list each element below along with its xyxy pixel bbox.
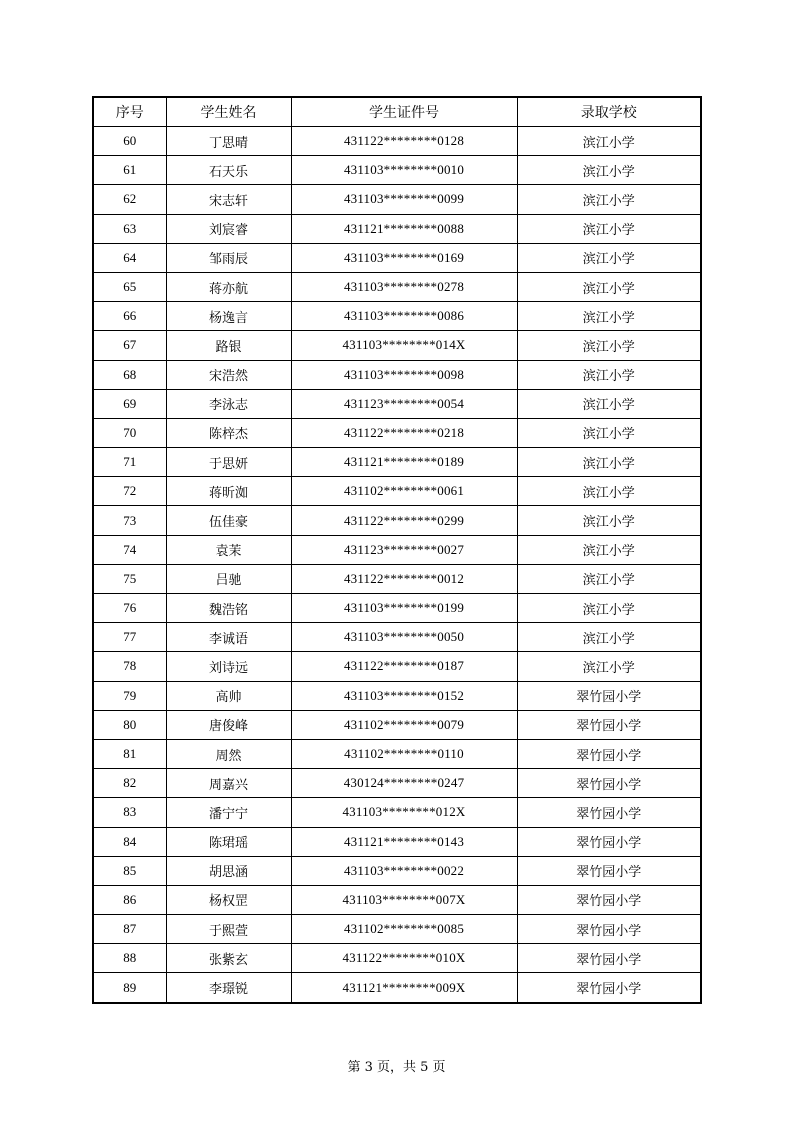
cell-student-id: 431102********0079 (291, 710, 517, 739)
cell-student-name: 李泳志 (166, 389, 291, 418)
cell-serial-number: 80 (93, 710, 166, 739)
cell-admitted-school: 滨江小学 (517, 272, 701, 301)
cell-admitted-school: 翠竹园小学 (517, 944, 701, 973)
cell-student-id: 431102********0061 (291, 477, 517, 506)
cell-admitted-school: 滨江小学 (517, 477, 701, 506)
cell-student-name: 杨逸言 (166, 302, 291, 331)
cell-student-id: 431121********0088 (291, 214, 517, 243)
cell-serial-number: 85 (93, 856, 166, 885)
cell-student-id: 431121********009X (291, 973, 517, 1003)
table-row (93, 885, 701, 914)
table-row (93, 681, 701, 710)
header-serial-number: 序号 (93, 97, 166, 127)
table-row (93, 389, 701, 418)
cell-student-id: 431103********0050 (291, 623, 517, 652)
cell-admitted-school: 滨江小学 (517, 535, 701, 564)
header-row (93, 97, 701, 127)
cell-student-id: 431122********0299 (291, 506, 517, 535)
page-footer: 第 3 页，共 5 页 (347, 1060, 446, 1075)
cell-serial-number: 78 (93, 652, 166, 681)
table-row (93, 564, 701, 593)
table-row (93, 798, 701, 827)
table-row (93, 594, 701, 623)
table-row (93, 535, 701, 564)
cell-student-name: 宋浩然 (166, 360, 291, 389)
cell-serial-number: 69 (93, 389, 166, 418)
cell-admitted-school: 滨江小学 (517, 127, 701, 156)
cell-admitted-school: 滨江小学 (517, 389, 701, 418)
cell-student-id: 431103********014X (291, 331, 517, 360)
cell-serial-number: 66 (93, 302, 166, 331)
cell-student-name: 丁思晴 (166, 127, 291, 156)
cell-student-name: 陈珺瑶 (166, 827, 291, 856)
cell-serial-number: 82 (93, 769, 166, 798)
cell-student-id: 431123********0054 (291, 389, 517, 418)
cell-student-name: 李璟锐 (166, 973, 291, 1003)
cell-admitted-school: 滨江小学 (517, 506, 701, 535)
cell-serial-number: 60 (93, 127, 166, 156)
cell-serial-number: 79 (93, 681, 166, 710)
table-row (93, 360, 701, 389)
cell-student-name: 唐俊峰 (166, 710, 291, 739)
cell-admitted-school: 滨江小学 (517, 594, 701, 623)
cell-serial-number: 77 (93, 623, 166, 652)
cell-admitted-school: 翠竹园小学 (517, 827, 701, 856)
cell-student-id: 431122********0128 (291, 127, 517, 156)
cell-admitted-school: 翠竹园小学 (517, 710, 701, 739)
table-row (93, 973, 701, 1003)
cell-admitted-school: 滨江小学 (517, 448, 701, 477)
cell-student-name: 杨权罡 (166, 885, 291, 914)
cell-admitted-school: 翠竹园小学 (517, 915, 701, 944)
table-row (93, 477, 701, 506)
cell-admitted-school: 翠竹园小学 (517, 973, 701, 1003)
cell-serial-number: 63 (93, 214, 166, 243)
cell-student-name: 魏浩铭 (166, 594, 291, 623)
cell-student-id: 431121********0189 (291, 448, 517, 477)
cell-student-id: 431123********0027 (291, 535, 517, 564)
table-row (93, 127, 701, 156)
cell-admitted-school: 翠竹园小学 (517, 739, 701, 768)
table-row (93, 185, 701, 214)
cell-student-name: 邹雨辰 (166, 243, 291, 272)
cell-admitted-school: 滨江小学 (517, 564, 701, 593)
cell-admitted-school: 滨江小学 (517, 302, 701, 331)
cell-student-name: 周嘉兴 (166, 769, 291, 798)
cell-student-id: 431103********007X (291, 885, 517, 914)
cell-admitted-school: 滨江小学 (517, 185, 701, 214)
cell-serial-number: 83 (93, 798, 166, 827)
cell-student-id: 431103********0169 (291, 243, 517, 272)
cell-serial-number: 87 (93, 915, 166, 944)
table-row (93, 302, 701, 331)
cell-student-name: 李诚语 (166, 623, 291, 652)
cell-admitted-school: 翠竹园小学 (517, 681, 701, 710)
table-row (93, 156, 701, 185)
cell-student-name: 陈梓杰 (166, 418, 291, 447)
table-row (93, 418, 701, 447)
cell-student-name: 石天乐 (166, 156, 291, 185)
cell-student-name: 于思妍 (166, 448, 291, 477)
cell-serial-number: 86 (93, 885, 166, 914)
cell-student-name: 潘宁宁 (166, 798, 291, 827)
cell-student-name: 吕驰 (166, 564, 291, 593)
cell-student-name: 刘诗远 (166, 652, 291, 681)
table-row (93, 710, 701, 739)
admission-table (92, 96, 702, 1004)
cell-student-id: 431103********0086 (291, 302, 517, 331)
cell-student-id: 431102********0110 (291, 739, 517, 768)
cell-admitted-school: 翠竹园小学 (517, 769, 701, 798)
cell-student-id: 431103********0278 (291, 272, 517, 301)
cell-student-id: 431103********0022 (291, 856, 517, 885)
table-row (93, 827, 701, 856)
cell-admitted-school: 翠竹园小学 (517, 885, 701, 914)
cell-student-id: 431122********0012 (291, 564, 517, 593)
table-row (93, 623, 701, 652)
header-admitted-school: 录取学校 (517, 97, 701, 127)
cell-student-id: 431121********0143 (291, 827, 517, 856)
cell-student-name: 于熙萱 (166, 915, 291, 944)
cell-admitted-school: 翠竹园小学 (517, 798, 701, 827)
cell-admitted-school: 滨江小学 (517, 156, 701, 185)
cell-serial-number: 65 (93, 272, 166, 301)
cell-serial-number: 73 (93, 506, 166, 535)
cell-serial-number: 75 (93, 564, 166, 593)
cell-student-name: 伍佳豪 (166, 506, 291, 535)
cell-student-id: 431103********012X (291, 798, 517, 827)
cell-student-id: 431122********0187 (291, 652, 517, 681)
table-row (93, 652, 701, 681)
table-row (93, 915, 701, 944)
header-student-id: 学生证件号 (291, 97, 517, 127)
table-row (93, 272, 701, 301)
table-row (93, 944, 701, 973)
cell-student-name: 蒋亦航 (166, 272, 291, 301)
cell-serial-number: 67 (93, 331, 166, 360)
table-row (93, 856, 701, 885)
cell-serial-number: 84 (93, 827, 166, 856)
cell-student-name: 高帅 (166, 681, 291, 710)
cell-student-name: 宋志轩 (166, 185, 291, 214)
cell-student-name: 刘宸睿 (166, 214, 291, 243)
cell-student-id: 431103********0152 (291, 681, 517, 710)
table-row (93, 243, 701, 272)
cell-admitted-school: 滨江小学 (517, 214, 701, 243)
cell-serial-number: 89 (93, 973, 166, 1003)
cell-student-name: 袁茉 (166, 535, 291, 564)
cell-serial-number: 74 (93, 535, 166, 564)
cell-student-name: 路银 (166, 331, 291, 360)
cell-serial-number: 88 (93, 944, 166, 973)
cell-student-id: 431103********0098 (291, 360, 517, 389)
cell-student-name: 张紫玄 (166, 944, 291, 973)
cell-admitted-school: 滨江小学 (517, 652, 701, 681)
cell-serial-number: 64 (93, 243, 166, 272)
table-row (93, 448, 701, 477)
cell-student-id: 431122********0218 (291, 418, 517, 447)
table-row (93, 739, 701, 768)
cell-admitted-school: 滨江小学 (517, 243, 701, 272)
cell-student-id: 431102********0085 (291, 915, 517, 944)
cell-serial-number: 81 (93, 739, 166, 768)
cell-student-id: 431122********010X (291, 944, 517, 973)
cell-student-id: 431103********0199 (291, 594, 517, 623)
cell-admitted-school: 翠竹园小学 (517, 856, 701, 885)
cell-serial-number: 68 (93, 360, 166, 389)
cell-student-id: 431103********0010 (291, 156, 517, 185)
table-body (93, 127, 701, 1003)
cell-student-name: 蒋昕洳 (166, 477, 291, 506)
cell-serial-number: 62 (93, 185, 166, 214)
cell-admitted-school: 滨江小学 (517, 331, 701, 360)
cell-serial-number: 61 (93, 156, 166, 185)
cell-serial-number: 70 (93, 418, 166, 447)
table-header (93, 97, 701, 127)
cell-student-name: 周然 (166, 739, 291, 768)
header-student-name: 学生姓名 (166, 97, 291, 127)
cell-student-id: 430124********0247 (291, 769, 517, 798)
cell-serial-number: 72 (93, 477, 166, 506)
cell-admitted-school: 滨江小学 (517, 623, 701, 652)
cell-serial-number: 76 (93, 594, 166, 623)
cell-student-name: 胡思涵 (166, 856, 291, 885)
cell-student-id: 431103********0099 (291, 185, 517, 214)
cell-admitted-school: 滨江小学 (517, 360, 701, 389)
cell-admitted-school: 滨江小学 (517, 418, 701, 447)
cell-serial-number: 71 (93, 448, 166, 477)
table-row (93, 331, 701, 360)
table-row (93, 214, 701, 243)
table-row (93, 506, 701, 535)
table-row (93, 769, 701, 798)
